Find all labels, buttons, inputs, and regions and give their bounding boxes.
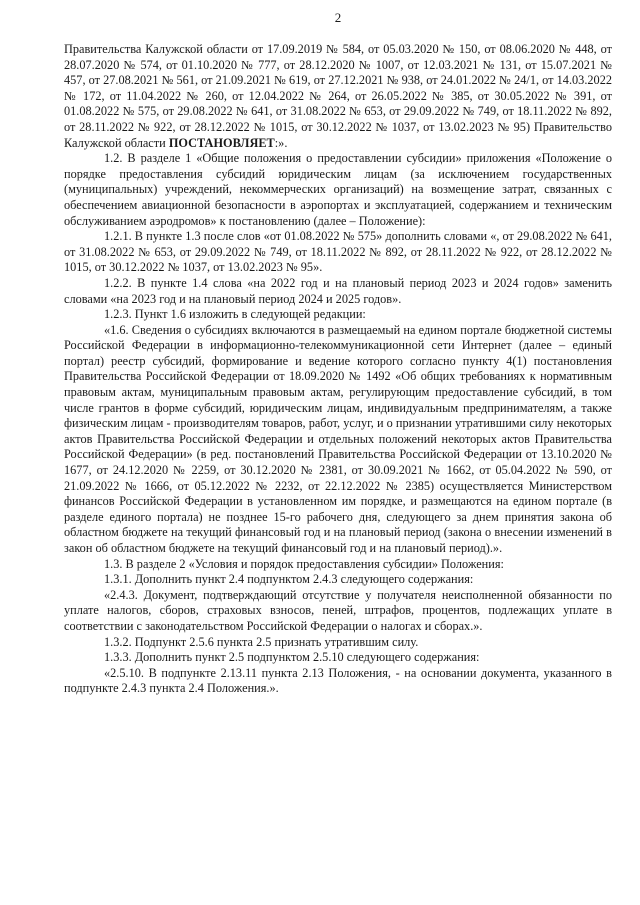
page-number: 2 <box>334 10 342 25</box>
paragraph-2-5-10-quote: «2.5.10. В подпункте 2.13.11 пункта 2.13 Положения, - на основании документа, указанного в подпункте 2.4.3 пункта 2.4 Положения.». <box>64 665 612 696</box>
paragraph-1-3-1: 1.3.1. Дополнить пункт 2.4 подпунктом 2.4.3 следующего содержания: <box>104 572 474 587</box>
paragraph-1-2: 1.2. В разделе 1 «Общие положения о предоставлении субсидии» приложения «Положение о порядке предоставления субсидий юридическим лицам (за исключением государственных (муниципальных) учреждений, некоммерческих организаций) на возмещение затрат, связанных с обеспечением авиационной безопасности в аэропортах и эксплуатацией, содержанием и техническим обслуживанием аэродромов» к постановлению (далее – Положение): <box>64 151 612 228</box>
paragraph-1-3-3: 1.3.3. Дополнить пункт 2.5 подпунктом 2.5.10 следующего содержания: <box>104 650 480 665</box>
paragraph-1-2-3: 1.2.3. Пункт 1.6 изложить в следующей редакции: <box>104 307 366 322</box>
document-page <box>64 10 612 697</box>
paragraph-1-6-quote: «1.6. Сведения о субсидиях включаются в размещаемый на едином портале бюджетной системы Российской Федерации в информационно-телекоммуникационной сети Интернет (далее – единый портал) реестр субсидий, формирование и ведение которого согласно пункту 4(1) постановления Правительства Российской Федерации от 18.09.2020 № 1492 «Об общих требованиях к нормативным правовым актам, муниципальным правовым актам, регулирующим предоставление субсидий, в том числе грантов в форме субсидий, юридическим лицам, индивидуальным предпринимателям, а также физическим лицам - производителям товаров, работ, услуг, и о признании утратившими силу некоторых актов Правительства Российской Федерации и отдельных положений некоторых актов Правительства Российской Федерации» (в ред. постановлений Правительства Российской Федерации от 13.10.2020 № 1677, от 24.12.2020 № 2259, от 30.12.2020 № 2381, от 30.09.2021 № 1662, от 05.04.2022 № 590, от 21.09.2022 № 1666, от 05.12.2022 № 2232, от 22.12.2022 № 2385) осуществляется Министерством финансов Российской Федерации в установленном им порядке, и размещаются на едином портале (в разделе единого портала) не позднее 15-го рабочего дня, следующего за днем принятия закона об областном бюджете на текущий финансовый год и на плановый период (закона о внесении изменений в закон об областном бюджете на текущий финансовый год и на плановый период).». <box>64 322 612 555</box>
bold-keyword: ПОСТАНОВЛЯЕТ <box>168 135 275 150</box>
paragraph-1-3-2: 1.3.2. Подпункт 2.5.6 пункта 2.5 признать утратившим силу. <box>104 634 419 649</box>
paragraph-1-3: 1.3. В разделе 2 «Условия и порядок предоставления субсидии» Положения: <box>104 556 504 571</box>
paragraph-preamble-end: Правительства Калужской области от 17.09.2019 № 584, от 05.03.2020 № 150, от 08.06.2020 № 448, от 28.07.2020 № 574, от 01.10.2020 № 777, от 28.12.2020 № 1007, от 12.03.2021 № 131, от 15.07.2021 № 457, от 27.08.2021 № 561, от 21.09.2021 № 619, от 27.12.2021 № 938, от 24.01.2022 № 24/1, от 14.03.2022 № 172, от 11.04.2022 № 260, от 12.04.2022 № 264, от 26.05.2022 № 385, от 30.05.2022 № 391, от 01.08.2022 № 575, от 29.08.2022 № 641, от 31.08.2022 № 653, от 29.09.2022 № 749, от 18.11.2022 № 892, от 28.11.2022 № 922, от 28.12.2022 № 1015, от 30.12.2022 № 1037, от 13.02.2023 № 95) Правительство Калужской области ПОСТАНОВЛЯЕТ:». <box>64 42 612 150</box>
paragraph-2-4-3-quote: «2.4.3. Документ, подтверждающий отсутствие у получателя неисполненной обязанности по уплате налогов, сборов, страховых взносов, пеней, штрафов, процентов, подлежащих уплате в соответствии с законодательством Российской Федерации о налогах и сборах.». <box>64 587 612 633</box>
paragraph-1-2-1: 1.2.1. В пункте 1.3 после слов «от 01.08.2022 № 575» дополнить словами «, от 29.08.2022 № 641, от 31.08.2022 № 653, от 29.09.2022 № 749, от 18.11.2022 № 892, от 28.11.2022 № 922, от 28.12.2022 № 1015, от 30.12.2022 № 1037, от 13.02.2023 № 95». <box>64 229 612 275</box>
paragraph-1-2-2: 1.2.2. В пункте 1.4 слова «на 2022 год и на плановый период 2023 и 2024 годов» заменить словами «на 2023 год и на плановый период 2024 и 2025 годов». <box>64 275 612 306</box>
